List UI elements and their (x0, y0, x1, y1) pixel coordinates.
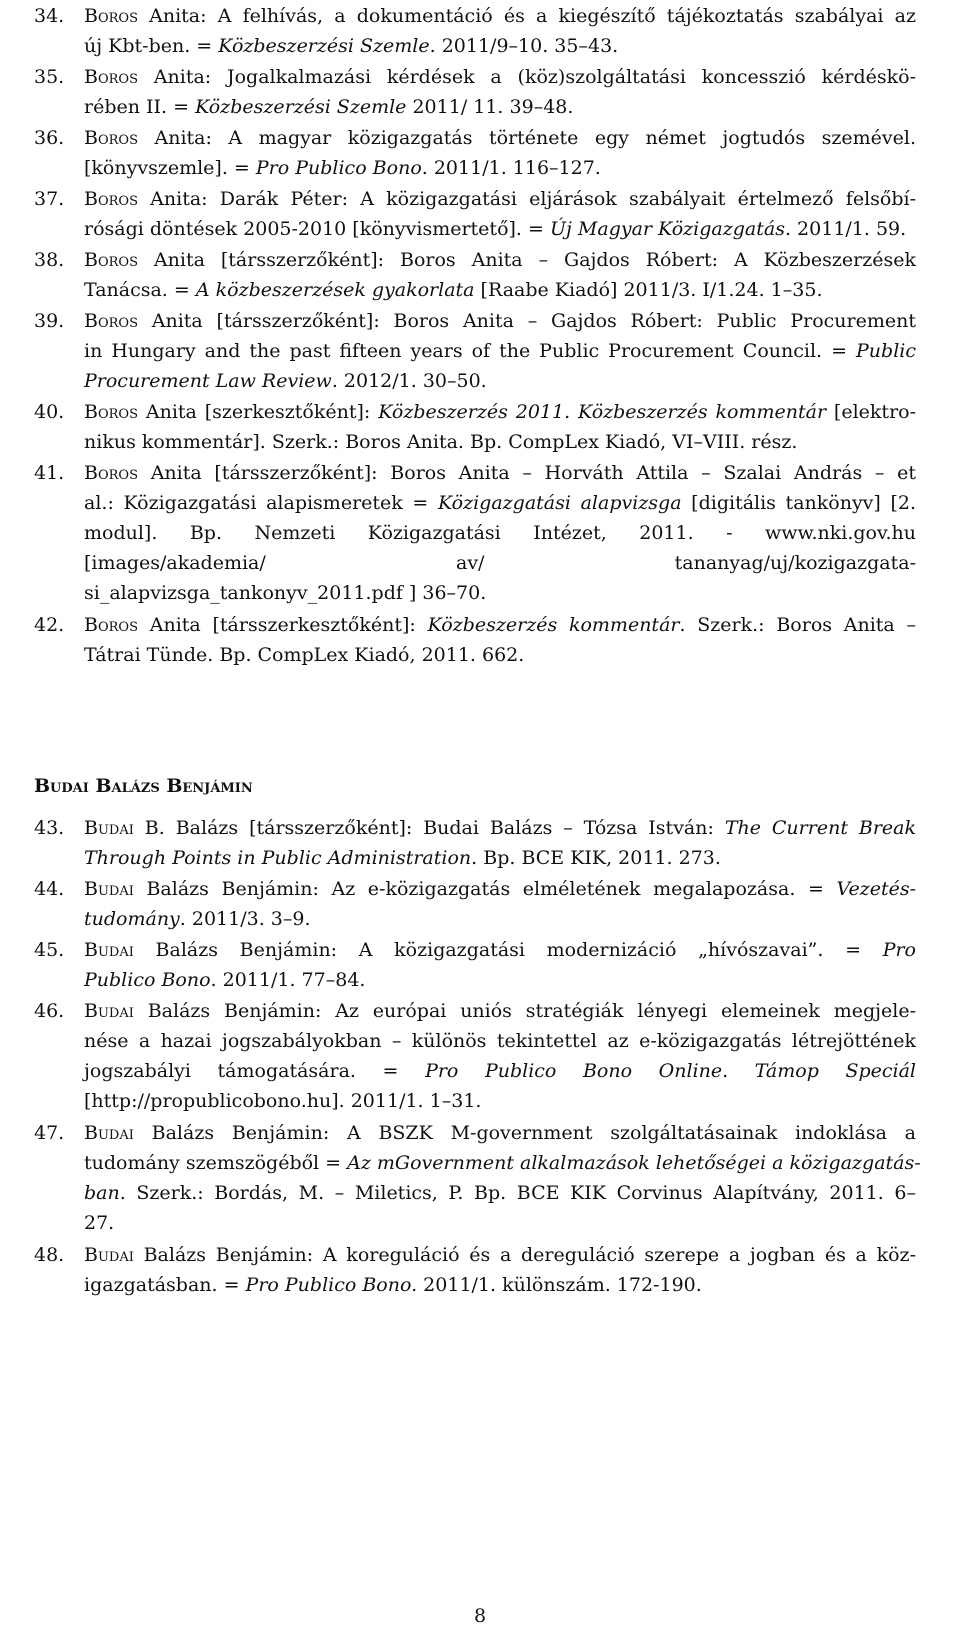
italic-title: Pro Publico Bono. (245, 1274, 418, 1296)
entry-text: [könyvszemle]. = (84, 157, 256, 179)
entry-line (84, 31, 916, 61)
reference-entry (0, 306, 960, 396)
entry-line (84, 610, 916, 640)
entry-line (84, 336, 916, 366)
entry-line (84, 458, 916, 488)
entry-text: Anita: A felhívás, a dokumentáció és a kiegészítő tájékoztatás szabályai az (137, 5, 916, 27)
reference-entry (0, 1, 960, 61)
entry-number: 45. (34, 939, 65, 961)
entry-line (84, 184, 916, 214)
entry-text: Anita [társszerzőként]: Boros Anita – Gajdos Róbert: A Közbeszerzések (137, 249, 916, 271)
entry-text: . 2011/1. 77–84. (210, 969, 366, 991)
entry-text: . Bp. BCE KIK, 2011. 273. (471, 847, 721, 869)
author-surname: Boros (84, 614, 138, 636)
author-surname: Budai (84, 817, 134, 839)
entry-text: Anita: A magyar közigazgatás története egy német jogtudós szemével. (137, 127, 916, 149)
entry-text: rében II. = (84, 96, 196, 118)
italic-title: Procurement Law Review (84, 370, 332, 392)
entry-text: Anita: Jogalkalmazási kérdések a (köz)szolgáltatási koncesszió kérdéskö- (137, 66, 916, 88)
entry-text: Anita: Darák Péter: A közigazgatási eljárások szabályait értelmező felsőbí- (137, 188, 916, 210)
reference-entry (0, 397, 960, 457)
italic-title: Az mGovernment alkalmazások lehetőségei a közigazgatás- (347, 1152, 921, 1174)
author-surname: Boros (84, 462, 138, 484)
reference-entry (0, 245, 960, 305)
entry-line (84, 62, 916, 92)
italic-title: A közbeszerzések gyakorlata (195, 279, 475, 301)
entry-text: Tanácsa. = (84, 279, 196, 301)
entry-line (84, 306, 916, 336)
italic-title: Through Points in Public Administration (84, 847, 472, 869)
entry-text: Anita [társszerzőként]: Boros Anita – Gajdos Róbert: Public Procurement (137, 310, 916, 332)
reference-entry (0, 813, 960, 873)
entry-line (84, 1086, 916, 1116)
entry-text: jogszabályi támogatására. = (84, 1060, 426, 1082)
italic-title: Pro Publico Bono Online. Támop Speciál (425, 1060, 916, 1082)
entry-text: Anita [társszerzőként]: Boros Anita – Horváth Attila – Szalai András – et (137, 462, 916, 484)
entry-line (84, 1208, 916, 1238)
italic-title: Új Magyar Közigazgatás (549, 218, 785, 240)
entry-line (84, 578, 916, 608)
entry-text: in Hungary and the past fifteen years of the Public Procurement Council. = (84, 340, 857, 362)
entry-line (84, 640, 916, 670)
entry-text: . Szerk.: Boros Anita – (679, 614, 917, 636)
entry-line (84, 366, 916, 396)
entry-text: si_alapvizsga_tankonyv_2011.pdf ] 36–70. (84, 582, 487, 604)
entry-text: új Kbt-ben. = (84, 35, 219, 57)
italic-title: ban (84, 1182, 120, 1204)
entry-number: 41. (34, 462, 65, 484)
section-heading: Budai Balázs Benjámin (34, 775, 253, 797)
author-surname: Budai (84, 1244, 134, 1266)
entry-text: nikus kommentár]. Szerk.: Boros Anita. Bp. CompLex Kiadó, VI–VIII. rész. (84, 431, 798, 453)
entry-number: 39. (34, 310, 65, 332)
entry-number: 42. (34, 614, 65, 636)
italic-title: Közbeszerzés 2011. Közbeszerzés kommentár (378, 401, 827, 423)
entry-line (84, 1, 916, 31)
entry-text: rósági döntések 2005-2010 [könyvismertető]. = (84, 218, 550, 240)
reference-entry (0, 874, 960, 934)
italic-title: Pro Publico Bono (255, 157, 422, 179)
entry-line (84, 813, 916, 843)
italic-title: Public (856, 340, 916, 362)
entry-text: [images/akademia/ av/ tananyag/uj/kozigazgata- (84, 552, 916, 574)
entry-text: . 2011/9–10. 35–43. (429, 35, 619, 57)
entry-line (84, 1178, 916, 1208)
entry-text: [Raabe Kiadó] 2011/3. I/1.24. 1–35. (474, 279, 823, 301)
reference-entry (0, 184, 960, 244)
entry-line (84, 1056, 916, 1086)
entry-number: 37. (34, 188, 65, 210)
entry-line (84, 245, 916, 275)
entry-text: [http://propublicobono.hu]. 2011/1. 1–31. (84, 1090, 482, 1112)
entry-number: 34. (34, 5, 65, 27)
entry-number: 48. (34, 1244, 65, 1266)
entry-text: . 2011/1. 59. (784, 218, 907, 240)
entry-line (84, 904, 916, 934)
reference-entry (0, 1118, 960, 1238)
entry-text: 2011/ 11. 39–48. (406, 96, 574, 118)
reference-entry (0, 1240, 960, 1300)
entry-text: Anita [szerkesztőként]: (137, 401, 379, 423)
entry-line (84, 214, 916, 244)
entry-line (84, 1026, 916, 1056)
entry-text: [elektro- (826, 401, 917, 423)
entry-text: 27. (84, 1212, 115, 1234)
entry-number: 40. (34, 401, 65, 423)
reference-entry (0, 935, 960, 995)
entry-line (84, 843, 916, 873)
entry-text: Balázs Benjámin: A közigazgatási modernizáció „hívószavai”. = (133, 939, 883, 961)
italic-title: Közbeszerzés kommentár (427, 614, 680, 636)
italic-title: Közbeszerzési Szemle (195, 96, 407, 118)
entry-line (84, 153, 916, 183)
italic-title: tudomány (84, 908, 180, 930)
entry-text: . 2012/1. 30–50. (331, 370, 487, 392)
entry-text: . 2011/1. 116–127. (421, 157, 601, 179)
author-surname: Boros (84, 5, 138, 27)
author-surname: Boros (84, 188, 138, 210)
author-surname: Budai (84, 1122, 134, 1144)
entry-text: igazgatásban. = (84, 1274, 246, 1296)
entry-line (84, 275, 916, 305)
entry-line (84, 935, 916, 965)
entry-line (84, 1118, 916, 1148)
entry-line (84, 1240, 916, 1270)
entry-text: Balázs Benjámin: Az e-közigazgatás elméletének megalapozása. = (133, 878, 837, 900)
entry-text: Tátrai Tünde. Bp. CompLex Kiadó, 2011. 662. (84, 644, 525, 666)
entry-number: 47. (34, 1122, 65, 1144)
entry-text: nése a hazai jogszabályokban – különös tekintettel az e-közigazgatás létrejöttének (84, 1030, 916, 1052)
entry-text: 2011/1. különszám. 172-190. (417, 1274, 702, 1296)
author-surname: Boros (84, 127, 138, 149)
entry-number: 46. (34, 1000, 65, 1022)
italic-title: Vezetés- (836, 878, 916, 900)
entry-number: 38. (34, 249, 65, 271)
reference-entry (0, 996, 960, 1116)
entry-line (84, 518, 916, 548)
entry-text: Balázs Benjámin: A BSZK M-government szolgáltatásainak indoklása a (133, 1122, 916, 1144)
entry-number: 44. (34, 878, 65, 900)
entry-line (84, 1270, 916, 1300)
entry-line (84, 1148, 921, 1178)
entry-line (84, 427, 916, 457)
reference-entry (0, 123, 960, 183)
entry-line (84, 397, 916, 427)
author-surname: Budai (84, 878, 134, 900)
author-surname: Boros (84, 249, 138, 271)
author-surname: Boros (84, 401, 138, 423)
entry-line (84, 123, 916, 153)
reference-entry (0, 458, 960, 608)
entry-line (84, 92, 916, 122)
italic-title: The Current Break (724, 817, 917, 839)
italic-title: Közbeszerzési Szemle (218, 35, 430, 57)
entry-text: . Szerk.: Bordás, M. – Miletics, P. Bp. BCE KIK Corvinus Alapítvány, 2011. 6– (119, 1182, 916, 1204)
italic-title: Közigazgatási alapvizsga (437, 492, 682, 514)
reference-entry (0, 610, 960, 670)
reference-entry (0, 62, 960, 122)
entry-text: tudomány szemszögéből = (84, 1152, 348, 1174)
entry-number: 43. (34, 817, 65, 839)
entry-text: al.: Közigazgatási alapismeretek = (84, 492, 438, 514)
author-surname: Boros (84, 66, 138, 88)
entry-line (84, 996, 916, 1026)
entry-line (84, 488, 916, 518)
italic-title: Pro (882, 939, 916, 961)
entry-text: Balázs Benjámin: Az európai uniós stratégiák lényegi elemeinek megjele- (133, 1000, 916, 1022)
author-surname: Budai (84, 1000, 134, 1022)
italic-title: Publico Bono (84, 969, 211, 991)
entry-number: 35. (34, 66, 65, 88)
author-surname: Boros (84, 310, 138, 332)
entry-text: . 2011/3. 3–9. (179, 908, 311, 930)
entry-text: Anita [társszerkesztőként]: (137, 614, 428, 636)
entry-text: B. Balázs [társszerzőként]: Budai Balázs – Tózsa István: (133, 817, 725, 839)
entry-line (84, 965, 916, 995)
entry-line (84, 874, 916, 904)
entry-text: Balázs Benjámin: A koreguláció és a dereguláció szerepe a jogban és a köz- (133, 1244, 916, 1266)
entry-line (84, 548, 916, 578)
author-surname: Budai (84, 939, 134, 961)
entry-text: [digitális tankönyv] [2. (681, 492, 916, 514)
page-number: 8 (473, 1605, 487, 1627)
entry-text: modul]. Bp. Nemzeti Közigazgatási Intézet, 2011. - www.nki.gov.hu (84, 522, 916, 544)
entry-number: 36. (34, 127, 65, 149)
